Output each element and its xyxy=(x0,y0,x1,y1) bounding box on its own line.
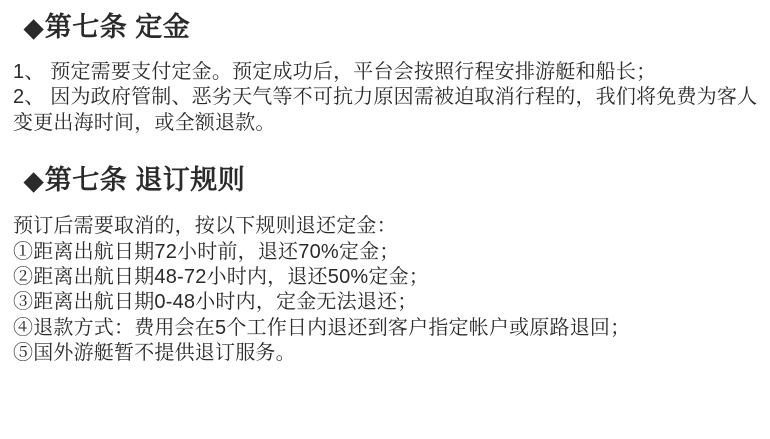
diamond-bullet-icon: ◆ xyxy=(24,14,44,42)
refund-rules-intro-line: 预订后需要取消的，按以下规则退还定金： xyxy=(13,215,397,238)
diamond-bullet-icon: ◆ xyxy=(24,167,44,196)
refund-rule-line-3: ③距离出航日期0-48小时内，定金无法退还； xyxy=(13,291,418,314)
section-heading-refund-rules-text: 第七条 退订规则 xyxy=(44,165,246,196)
refund-rules-paragraph xyxy=(0,214,770,366)
section-heading-refund-rules xyxy=(24,163,770,198)
deposit-term-line-1: 1、 预定需要支付定金。预定成功后，平台会按照行程安排游艇和船长； xyxy=(13,61,657,83)
section-heading-deposit xyxy=(24,10,770,45)
deposit-term-line-2-continued: 变更出海时间，或全额退款。 xyxy=(13,111,276,134)
deposit-term-line-2: 2、 因为政府管制、恶劣天气等不可抗力原因需被迫取消行程的，我们将免费为客人 xyxy=(13,86,758,109)
deposit-terms-paragraph xyxy=(0,60,770,136)
refund-rule-line-4: ④退款方式：费用会在5个工作日内退还到客户指定帐户或原路退回； xyxy=(13,316,631,339)
refund-rule-line-1: ①距离出航日期72小时前，退还70%定金； xyxy=(13,240,400,263)
refund-rule-line-5: ⑤国外游艇暂不提供退订服务。 xyxy=(13,342,296,365)
refund-rule-line-2: ②距离出航日期48-72小时内，退还50%定金； xyxy=(13,266,429,289)
section-heading-deposit-text: 第七条 定金 xyxy=(44,12,191,42)
